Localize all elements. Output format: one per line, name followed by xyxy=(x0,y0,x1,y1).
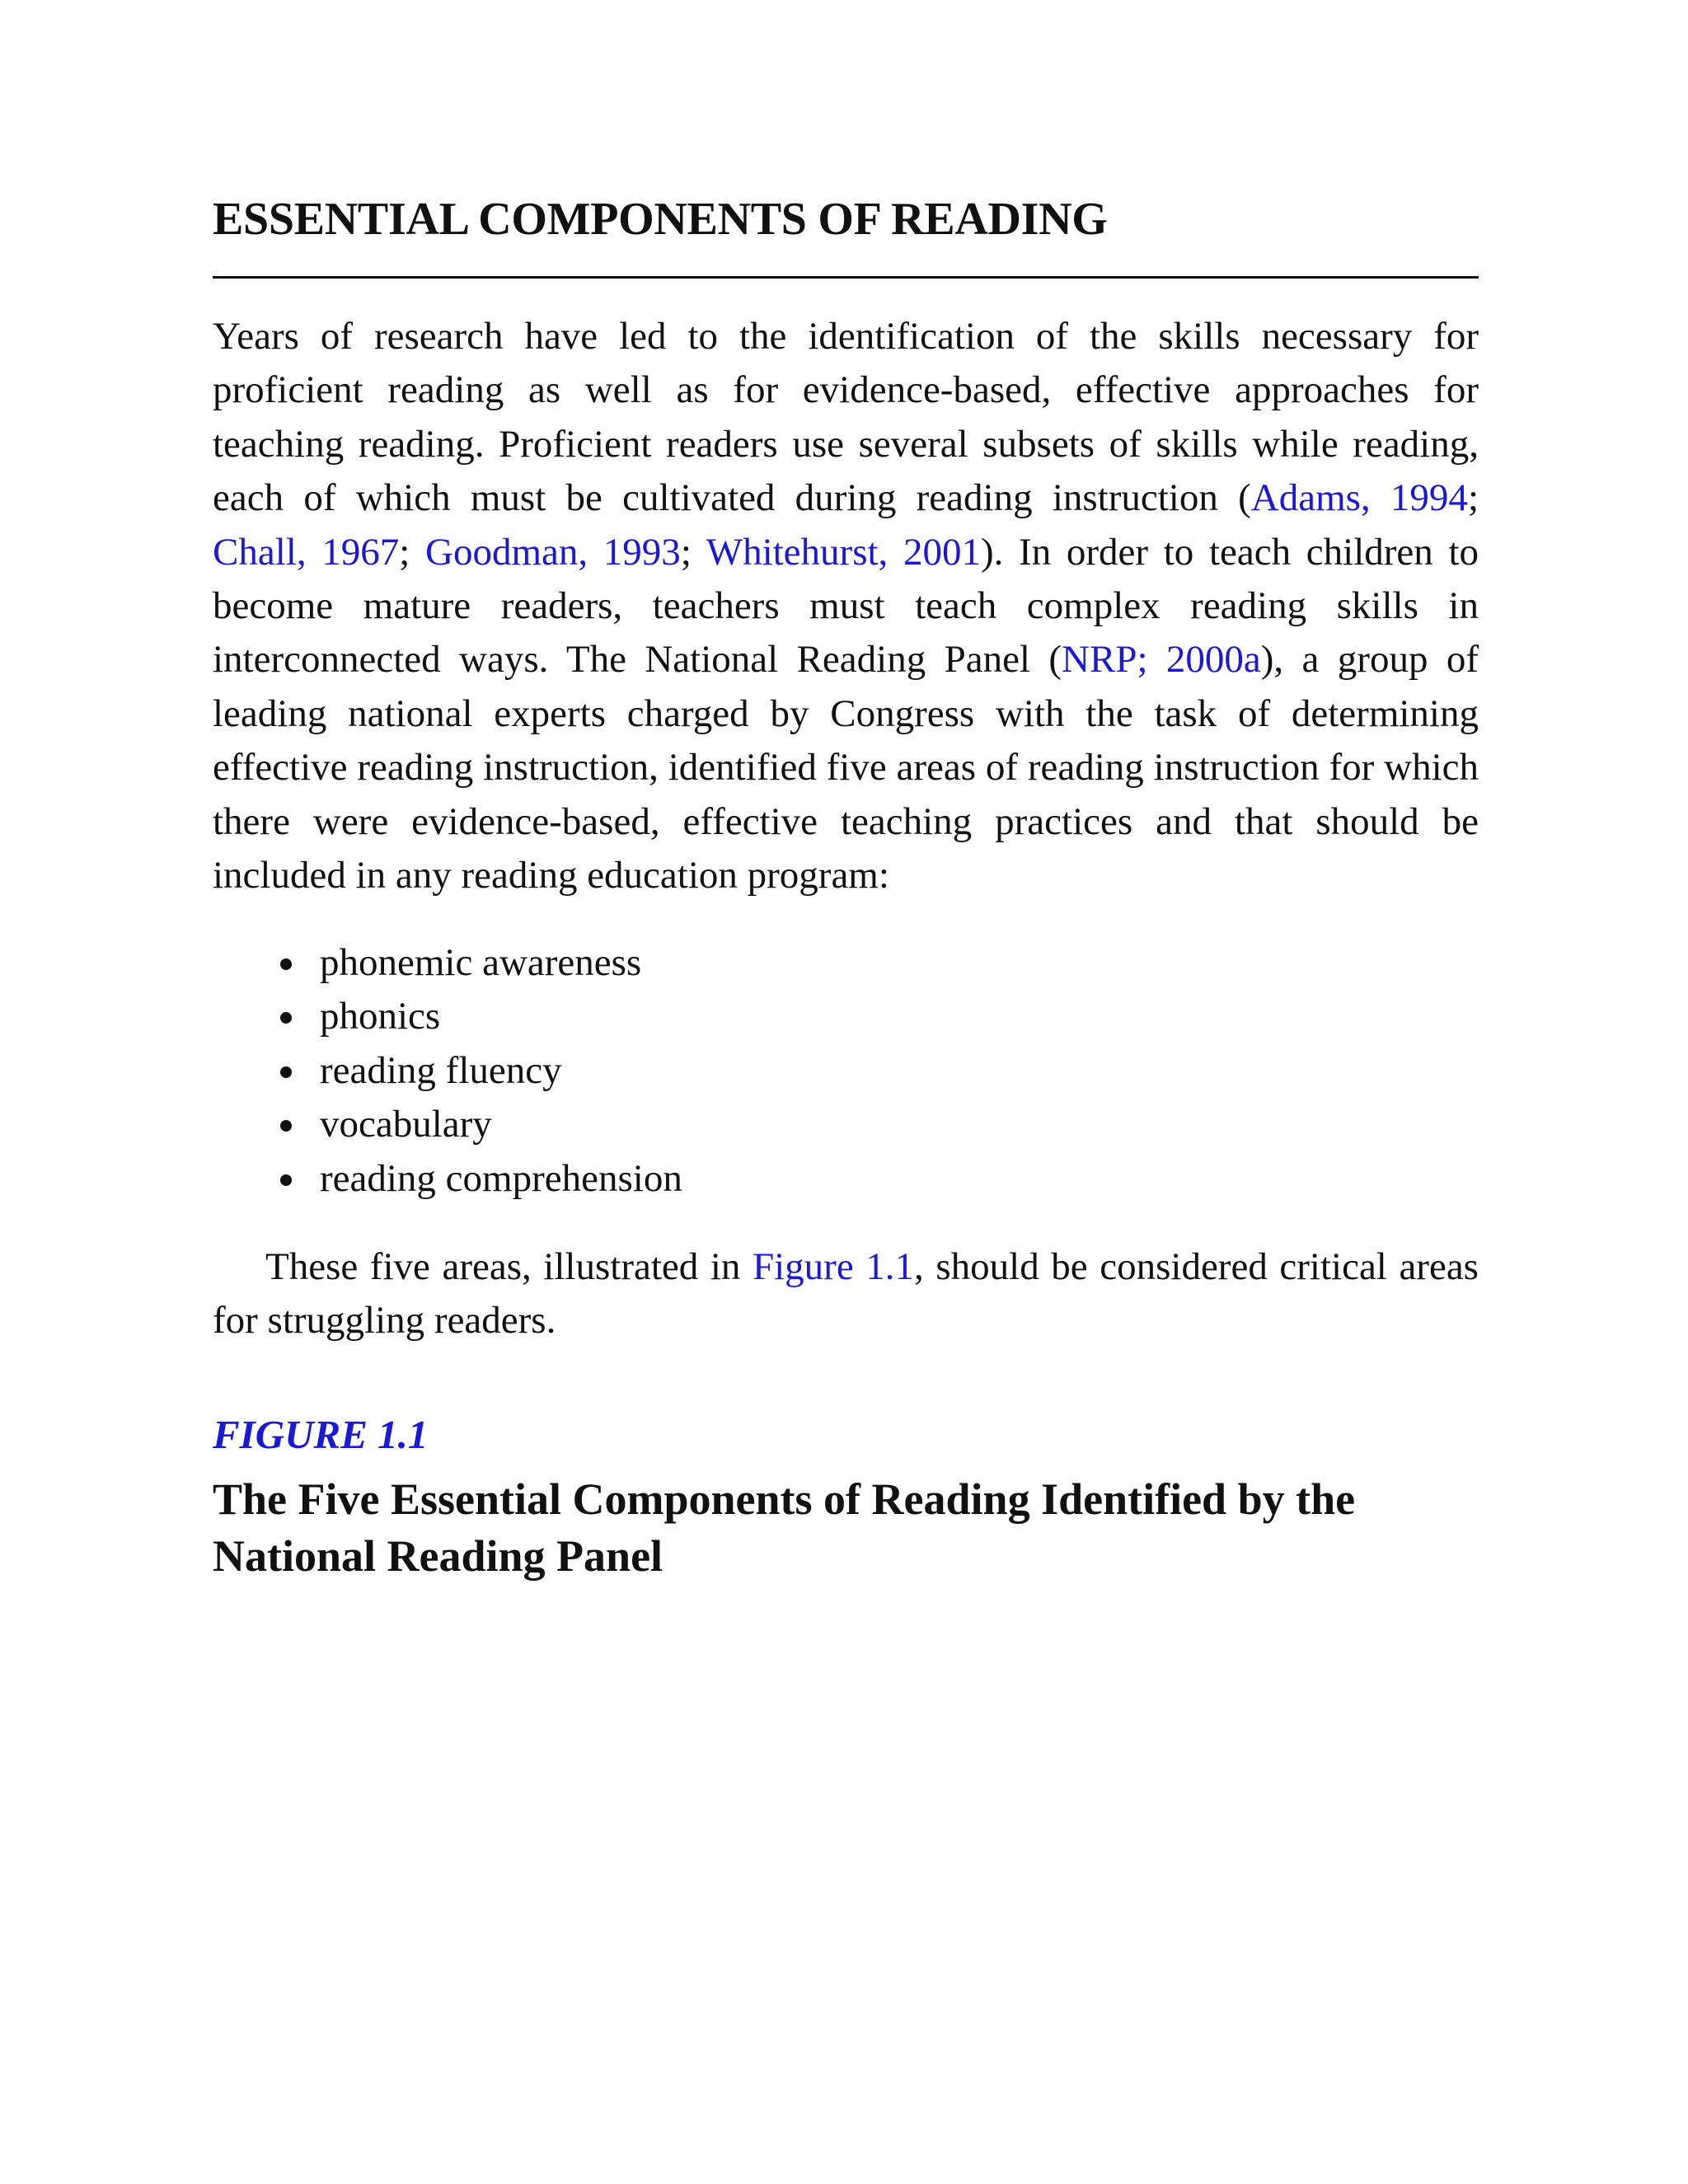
components-list xyxy=(213,936,682,1206)
intro-paragraph xyxy=(213,310,1479,902)
figure-label: FIGURE 1.1 xyxy=(213,1412,429,1457)
citation-link-adams[interactable]: Adams, 1994 xyxy=(1250,476,1468,520)
figure-reference-link[interactable]: Figure 1.1 xyxy=(752,1245,915,1288)
list-item-label: reading fluency xyxy=(320,1048,562,1092)
paragraph-text: Years of research have led to the identification of the skills necessary for proficient reading as well as for evidence-based, effective approaches for teaching reading. Proficient readers use several subsets of skills while reading, each of which must be cultivated during reading instruction ( xyxy=(213,315,1479,520)
paragraph-text: ). In order to teach children to become mature readers, teachers must teach complex reading skills in interconnected ways. The National Reading Panel ( xyxy=(213,530,1479,682)
bullet-icon xyxy=(280,1066,292,1078)
heading-divider xyxy=(213,276,1479,279)
citation-separator: ; xyxy=(1467,476,1479,520)
citation-separator: ; xyxy=(399,530,426,574)
citation-link-goodman[interactable]: Goodman, 1993 xyxy=(425,530,681,574)
list-item xyxy=(213,1152,682,1206)
paragraph-text: ), a group of leading national experts charged by Congress with the task of determining effective reading instruction, identified five areas of reading instruction for which there were evidence-based, effective teaching practices and that should be included in any reading education program: xyxy=(213,638,1479,898)
list-item xyxy=(213,1044,682,1098)
citation-link-nrp[interactable]: NRP; 2000a xyxy=(1062,638,1261,682)
section-heading: ESSENTIAL COMPONENTS OF READING xyxy=(213,194,1108,245)
list-item xyxy=(213,1098,682,1151)
citation-link-whitehurst[interactable]: Whitehurst, 2001 xyxy=(706,530,981,574)
citation-separator: ; xyxy=(680,530,706,574)
list-item xyxy=(213,990,682,1043)
list-item-label: phonemic awareness xyxy=(320,941,642,984)
list-item-label: vocabulary xyxy=(320,1103,492,1146)
bullet-icon xyxy=(280,1120,292,1132)
list-item-label: phonics xyxy=(320,995,441,1038)
citation-link-chall[interactable]: Chall, 1967 xyxy=(213,530,400,574)
paragraph-text: These five areas, illustrated in xyxy=(265,1245,753,1288)
summary-paragraph xyxy=(213,1240,1479,1348)
paragraph-text: , should be considered critical areas for struggling readers. xyxy=(213,1245,1479,1343)
figure-title: The Five Essential Components of Reading Identified by the National Reading Panel xyxy=(213,1474,1356,1581)
bullet-icon xyxy=(280,958,292,970)
bullet-icon xyxy=(280,1012,292,1024)
list-item-label: reading comprehension xyxy=(320,1156,682,1200)
bullet-icon xyxy=(280,1174,292,1186)
list-item xyxy=(213,936,682,990)
